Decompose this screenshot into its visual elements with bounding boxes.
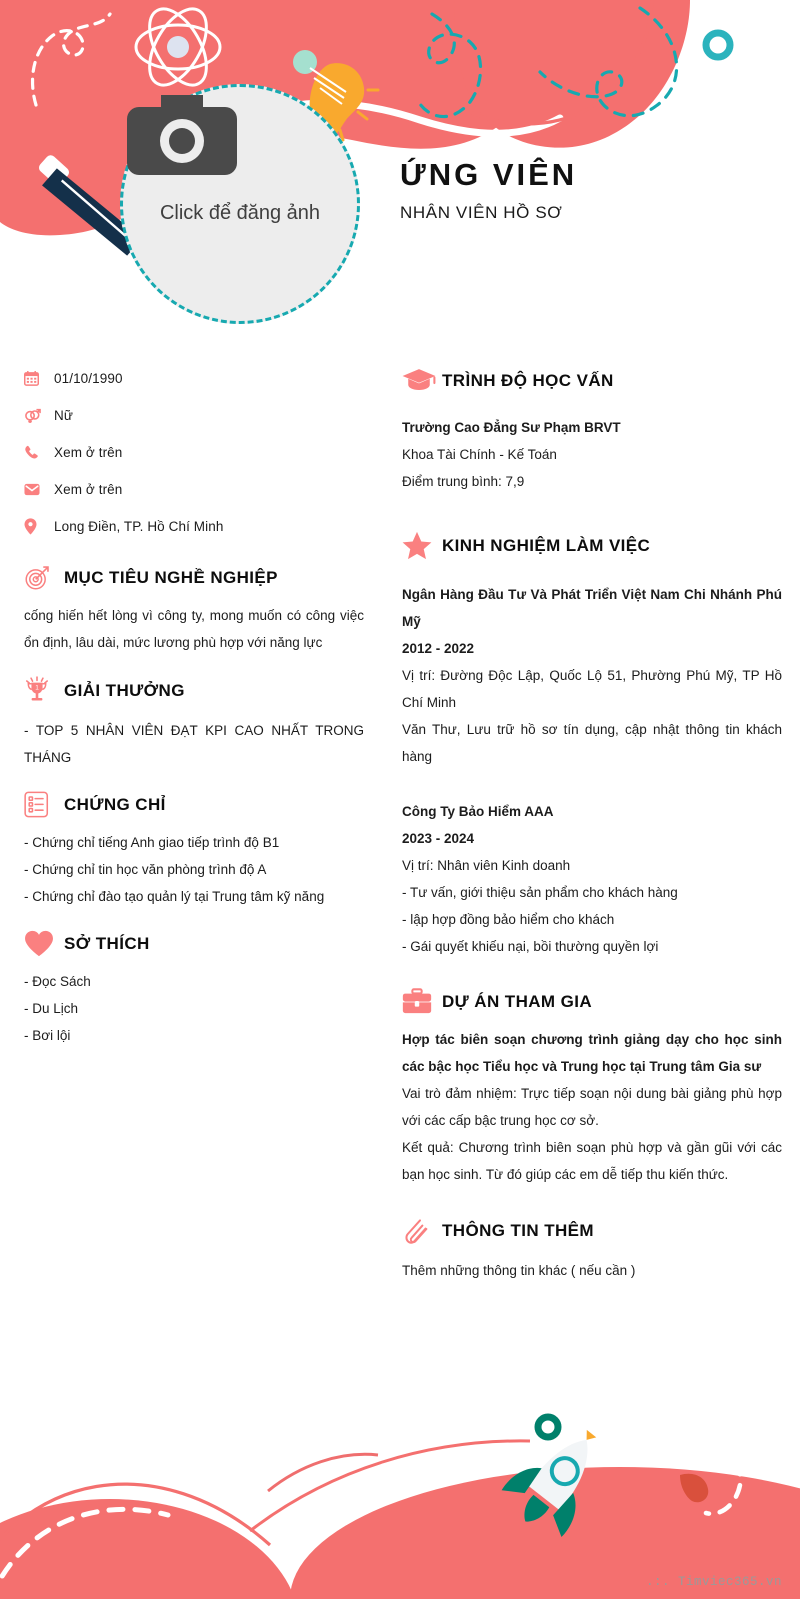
section-hobbies-header xyxy=(24,930,364,957)
footer-graphics xyxy=(0,1299,800,1599)
photo-upload-label: Click để đăng ảnh xyxy=(159,201,321,224)
job-line: - Tư vấn, giới thiệu sản phẩm cho khách hàng xyxy=(402,885,678,900)
job-line: Vị trí: Nhân viên Kinh doanh xyxy=(402,858,571,873)
job-line: - Gái quyết khiếu nại, bồi thường quyền lợi xyxy=(402,939,659,954)
contact-item-location xyxy=(24,508,364,545)
calendar-icon xyxy=(24,371,54,386)
paperclip-icon xyxy=(402,1216,442,1246)
location-pin-icon xyxy=(24,518,54,535)
awards-text: - TOP 5 NHÂN VIÊN ĐẠT KPI CAO NHẤT TRONG THÁNG xyxy=(24,723,364,765)
hobby-item: - Du Lịch xyxy=(24,1001,79,1016)
contact-value: Long Điền, TP. Hồ Chí Minh xyxy=(54,519,224,534)
graduation-cap-icon xyxy=(402,368,442,393)
contact-value: Nữ xyxy=(54,408,73,423)
job-period: 2012 - 2022 xyxy=(402,641,475,656)
candidate-name: ỨNG VIÊN xyxy=(400,157,578,192)
teal-ring-icon xyxy=(706,33,730,57)
section-experience-header xyxy=(402,531,782,560)
right-column xyxy=(402,360,782,1284)
education-gpa: Điểm trung bình: 7,9 xyxy=(402,474,525,489)
project-heading: Hợp tác biên soạn chương trình giảng dạy cho học sinh các bậc học Tiểu học và Trung học tại Trung tâm Gia sư xyxy=(402,1032,782,1074)
trophy-icon xyxy=(24,676,64,706)
heart-icon xyxy=(24,930,64,957)
section-additional-header xyxy=(402,1216,782,1246)
contact-item-email xyxy=(24,471,364,508)
svg-text:1: 1 xyxy=(35,684,39,692)
section-education-header xyxy=(402,368,782,393)
contact-value: Xem ở trên xyxy=(54,445,123,460)
email-icon xyxy=(24,483,54,496)
candidate-role: NHÂN VIÊN HỒ SƠ xyxy=(400,203,563,223)
project-line: Vai trò đảm nhiệm: Trực tiếp soạn nội dung bài giảng phù hợp với các cấp bậc trung học cơ sở. xyxy=(402,1086,782,1128)
header-decoration xyxy=(0,0,800,350)
job-line: - lập hợp đồng bảo hiểm cho khách xyxy=(402,912,615,927)
left-column xyxy=(24,360,364,1049)
contact-value: Xem ở trên xyxy=(54,482,123,497)
gender-icon xyxy=(24,408,54,424)
section-awards-header xyxy=(24,676,364,706)
briefcase-icon xyxy=(402,988,442,1015)
experience-job xyxy=(402,798,782,960)
job-company: Công Ty Bảo Hiểm AAA xyxy=(402,804,554,819)
candidate-title-block xyxy=(400,158,577,223)
certificate-item: - Chứng chỉ đào tạo quản lý tại Trung tâm kỹ năng xyxy=(24,889,325,904)
section-title: GIẢI THƯỞNG xyxy=(64,681,185,700)
certificate-item: - Chứng chỉ tiếng Anh giao tiếp trình độ B1 xyxy=(24,835,280,850)
contact-item-phone xyxy=(24,434,364,471)
job-period: 2023 - 2024 xyxy=(402,831,475,846)
section-title: MỤC TIÊU NGHỀ NGHIỆP xyxy=(64,568,278,587)
section-projects-header xyxy=(402,988,782,1015)
hobby-item: - Bơi lội xyxy=(24,1028,71,1043)
contact-item-gender xyxy=(24,397,364,434)
job-line: Vị trí: Đường Độc Lập, Quốc Lộ 51, Phường Phú Mỹ, TP Hồ Chí Minh xyxy=(402,668,782,710)
teal-ring-small-icon xyxy=(538,1417,558,1437)
phone-icon xyxy=(24,445,54,460)
hobby-item: - Đọc Sách xyxy=(24,974,91,989)
contact-item-birthdate xyxy=(24,360,364,397)
certificate-list-icon xyxy=(24,791,64,818)
education-school: Trường Cao Đẳng Sư Phạm BRVT xyxy=(402,420,621,435)
additional-text: Thêm những thông tin khác ( nếu cần ) xyxy=(402,1263,636,1278)
certificate-item: - Chứng chỉ tin học văn phòng trình độ A xyxy=(24,862,267,877)
star-icon xyxy=(402,531,442,560)
target-icon xyxy=(24,565,64,591)
project-line: Kết quả: Chương trình biên soạn phù hợp và gần gũi với các bạn học sinh. Từ đó giúp các em dễ tiếp thu kiến thức. xyxy=(402,1140,782,1182)
experience-job xyxy=(402,581,782,770)
atom-nucleus xyxy=(167,36,189,58)
contact-list xyxy=(24,360,364,545)
section-title: DỰ ÁN THAM GIA xyxy=(442,991,593,1011)
section-certificates-header xyxy=(24,791,364,818)
photo-upload-area[interactable] xyxy=(120,84,360,324)
section-title: THÔNG TIN THÊM xyxy=(442,1221,594,1240)
job-company: Ngân Hàng Đầu Tư Và Phát Triển Việt Nam Chi Nhánh Phú Mỹ xyxy=(402,587,782,629)
section-title: CHỨNG CHỈ xyxy=(64,794,166,814)
watermark: .:. Timviec365.vn xyxy=(645,1575,782,1589)
education-faculty: Khoa Tài Chính - Kế Toán xyxy=(402,447,557,462)
footer-decoration xyxy=(0,1299,800,1599)
section-objective-header xyxy=(24,565,364,591)
section-title: KINH NGHIỆM LÀM VIỆC xyxy=(442,535,651,555)
section-title: SỞ THÍCH xyxy=(64,933,150,953)
contact-value: 01/10/1990 xyxy=(54,371,123,386)
job-line: Văn Thư, Lưu trữ hồ sơ tín dụng, cập nhật thông tin khách hàng xyxy=(402,722,782,764)
objective-text: cống hiến hết lòng vì công ty, mong muốn có công việc ổn định, lâu dài, mức lương phù hợp với năng lực xyxy=(24,608,364,650)
section-title: TRÌNH ĐỘ HỌC VẤN xyxy=(442,370,614,390)
